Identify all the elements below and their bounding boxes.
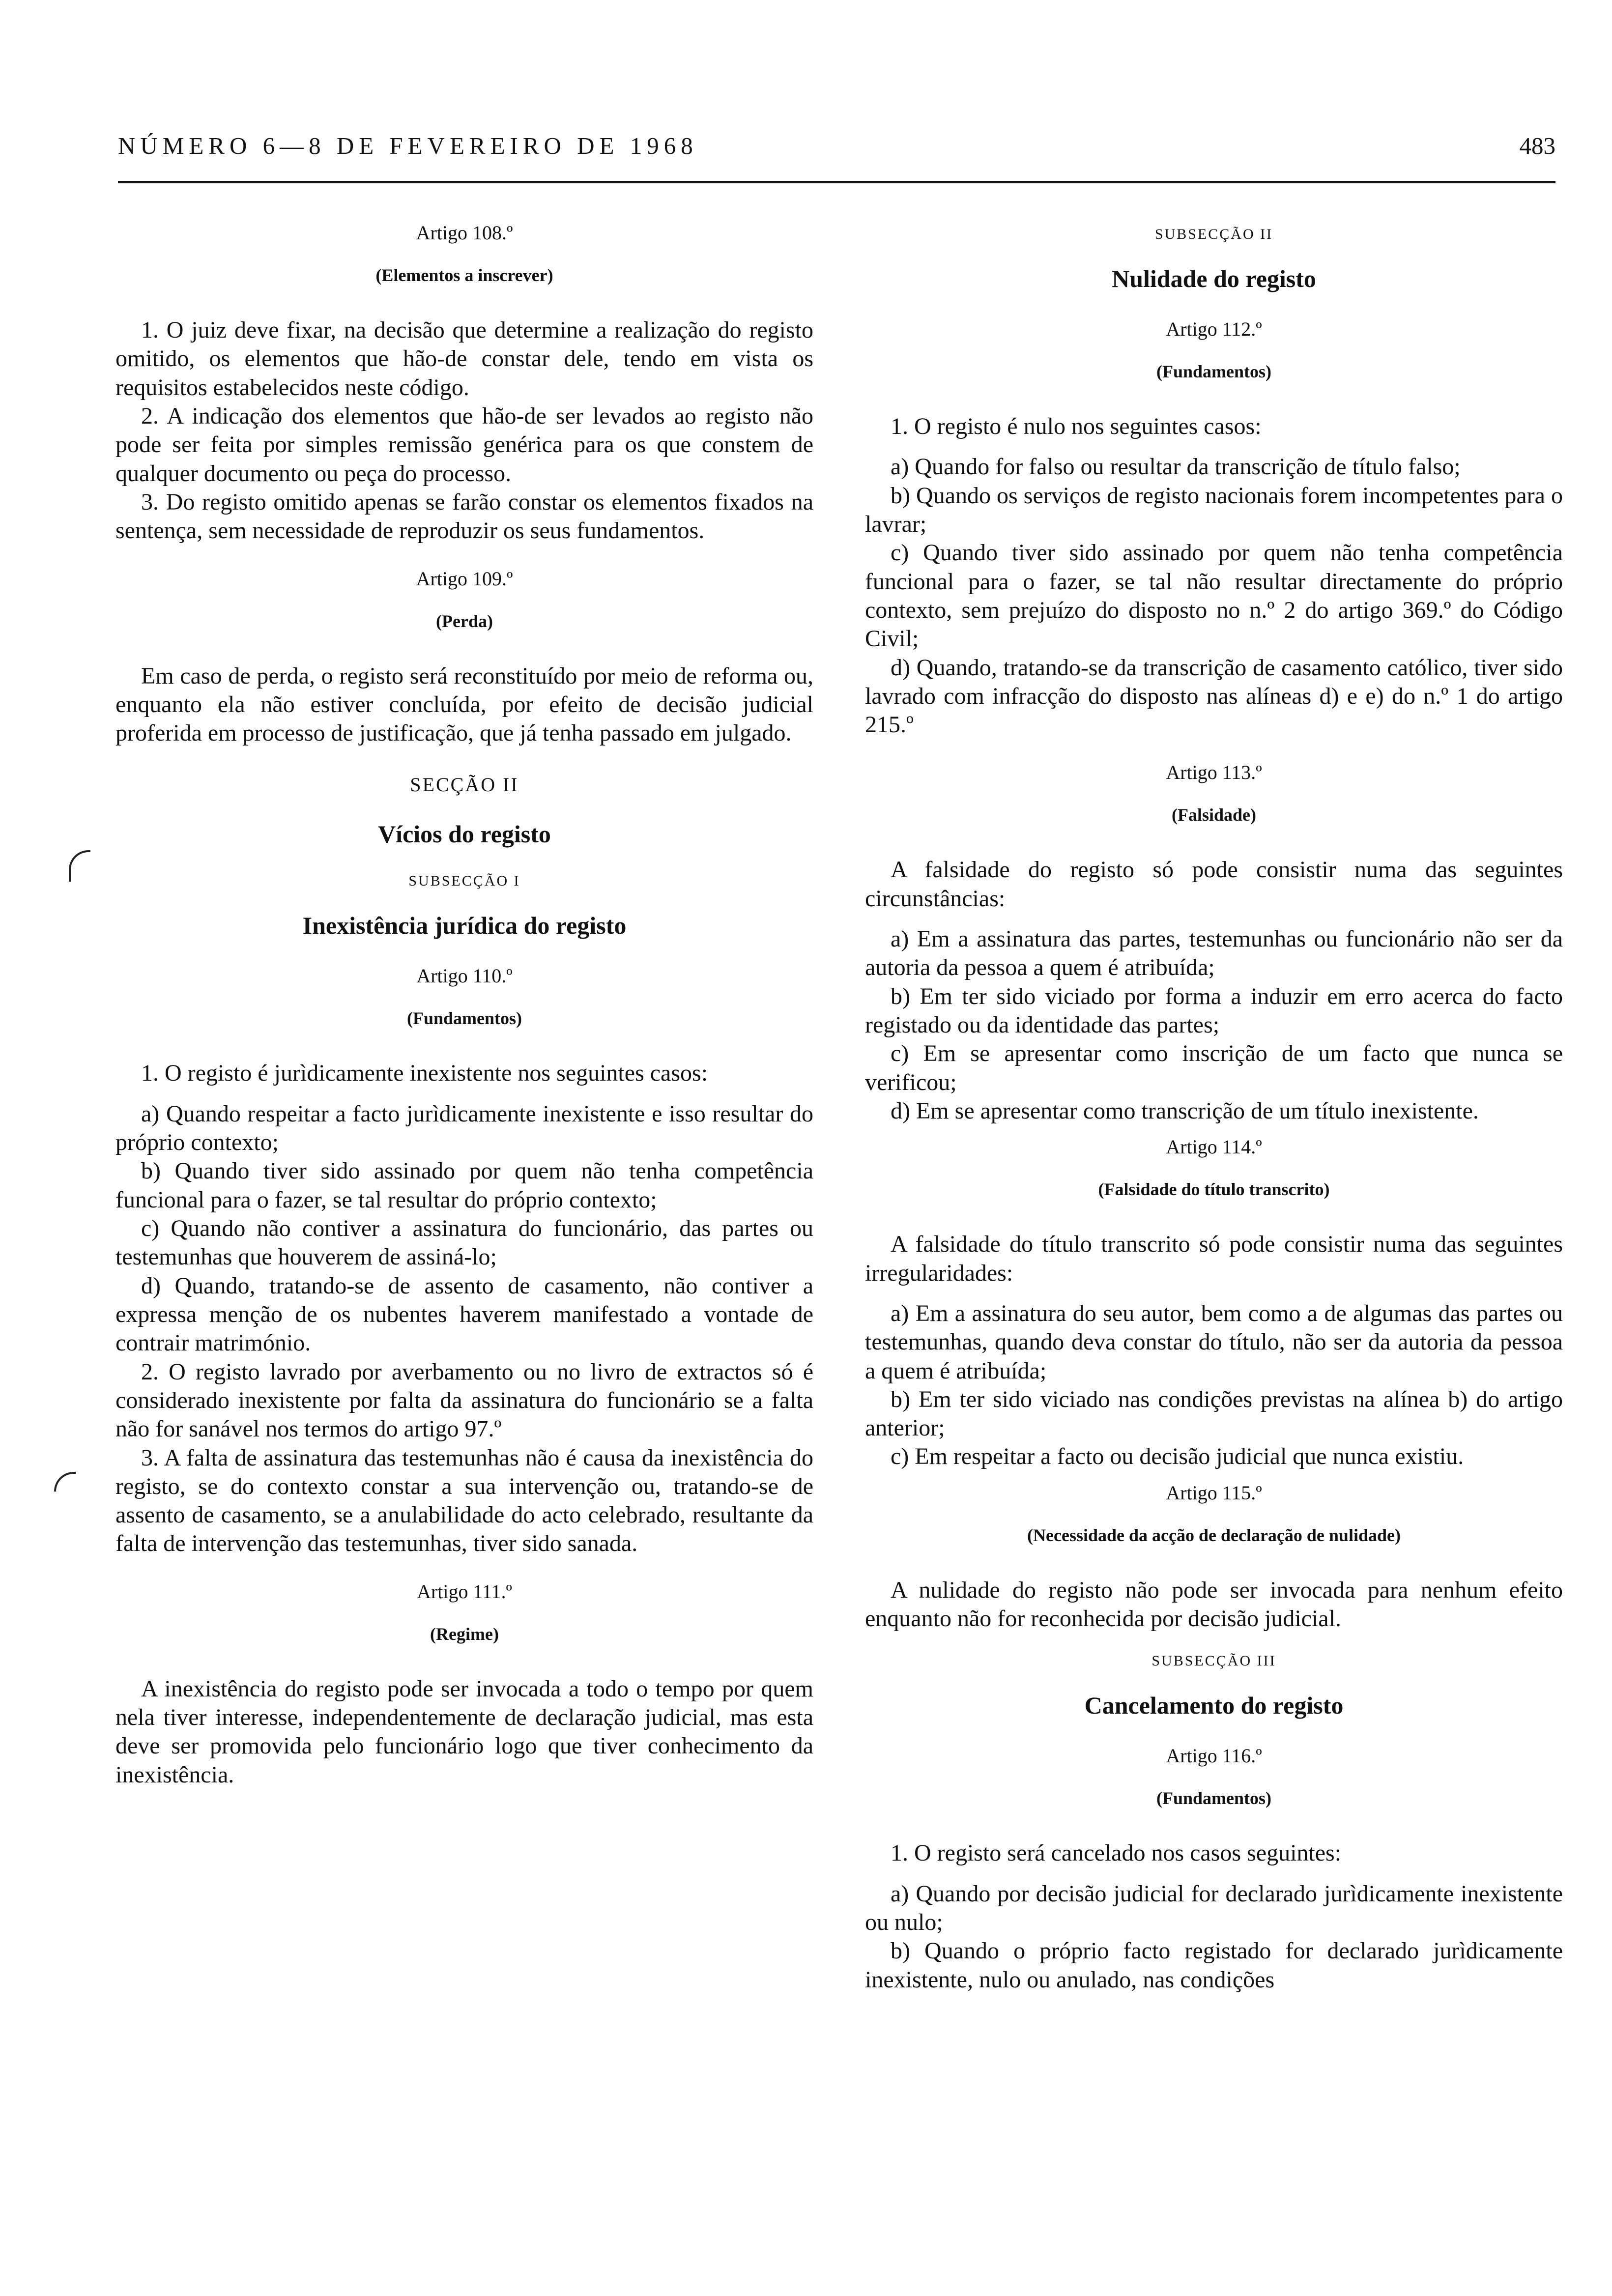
article-number: Artigo 113.º [1166,761,1262,784]
paragraph: A nulidade do registo não pode ser invocada para nenhum efeito enquanto não for reconhecida por decisão judicial. [865,1577,1563,1632]
list-item: b) Quando tiver sido assinado por quem não tenha competência funcional para o fazer, se tal resultar do próprio contexto; [115,1158,813,1213]
article-subtitle: (Falsidade) [1171,805,1256,825]
paragraph: A falsidade do registo só pode consistir numa das seguintes circunstâncias: [865,857,1563,912]
header-title: NÚMERO 6—8 DE FEVEREIRO DE 1968 [118,132,698,159]
list-item: b) Quando os serviços de registo nacionais forem incompetentes para o lavrar; [865,482,1563,537]
paragraph: 2. O registo lavrado por averbamento ou no livro de extractos só é considerado inexistente por falta da assinatura do funcionário se a falta não for sanável nos termos do artigo 97.º [115,1358,813,1442]
list-item: c) Em se apresentar como inscrição de um facto que nunca se verificou; [865,1040,1563,1095]
section-title: Vícios do registo [378,820,551,848]
article-subtitle: (Fundamentos) [406,1008,522,1029]
subsection-title: Cancelamento do registo [1084,1692,1344,1720]
article-number: Artigo 112.º [1166,318,1262,340]
list-item: c) Quando tiver sido assinado por quem não tenha competência funcional para o fazer, se tal não resultar directamente do próprio contexto, sem prejuízo do disposto no n.º 2 do artigo 369.º do Código Civil; [865,540,1563,652]
paragraph: 1. O juiz deve fixar, na decisão que determine a realização do registo omitido, os elementos que hão-de constar dele, tendo em vista os requisitos estabelecidos neste código. [115,317,813,401]
list-item: a) Quando respeitar a facto jurìdicamente inexistente e isso resultar do próprio contexto; [115,1100,813,1156]
paragraph: A inexistência do registo pode ser invocada a todo o tempo por quem nela tiver interesse, independentemente de declaração judicial, mas esta deve ser promovida pelo funcionário logo que tiver conhecimento da inexistência. [115,1675,813,1788]
list-item: a) Em a assinatura do seu autor, bem como a de algumas das partes ou testemunhas, quando deva constar do título, não ser da autoria da pessoa a quem é atribuída; [865,1300,1563,1384]
paragraph: 2. A indicação dos elementos que hão-de ser levados ao registo não pode ser feita por simples remissão genérica para os que constem de qualquer documento ou peça do processo. [115,402,813,487]
article-number: Artigo 115.º [1166,1481,1262,1504]
paragraph: 1. O registo é nulo nos seguintes casos: [891,413,1262,439]
article-number: Artigo 114.º [1166,1136,1262,1158]
article-subtitle: (Regime) [430,1624,499,1644]
section-label: SECÇÃO II [410,774,519,796]
subsection-title: Inexistência jurídica do registo [302,912,627,940]
page-header [118,132,1555,167]
list-item: b) Em ter sido viciado nas condições previstas na alínea b) do artigo anterior; [865,1386,1563,1441]
article-number: Artigo 116.º [1166,1745,1262,1767]
paragraph: 3. Do registo omitido apenas se farão constar os elementos fixados na sentença, sem necessidade de reproduzir os seus fundamentos. [115,488,813,544]
list-item: c) Quando não contiver a assinatura do funcionário, das partes ou testemunhas que houverem de assiná-lo; [115,1215,813,1270]
paragraph: A falsidade do título transcrito só pode consistir numa das seguintes irregularidades: [865,1231,1563,1286]
page-number: 483 [1519,132,1555,159]
margin-mark [69,850,90,882]
article-number: Artigo 111.º [417,1580,512,1603]
list-item: a) Quando for falso ou resultar da transcrição de título falso; [891,454,1461,480]
margin-mark [54,1472,76,1492]
subsection-label: SUBSECÇÃO III [1151,1653,1276,1669]
list-item: d) Quando, tratando-se da transcrição de casamento católico, tiver sido lavrado com infracção do disposto nas alíneas d) e e) do n.º 1 do artigo 215.º [865,654,1563,738]
article-subtitle: (Perda) [436,611,493,631]
list-item: c) Em respeitar a facto ou decisão judicial que nunca existiu. [891,1443,1464,1470]
header-rule [118,181,1555,183]
article-number: Artigo 109.º [416,567,513,590]
subsection-label: SUBSECÇÃO I [408,873,520,890]
article-subtitle: (Elementos a inscrever) [375,265,553,285]
article-subtitle: (Fundamentos) [1156,1788,1272,1808]
list-item: a) Quando por decisão judicial for declarado jurìdicamente inexistente ou nulo; [865,1880,1563,1935]
list-item: b) Em ter sido viciado por forma a induzir em erro acerca do facto registado ou da identidade das partes; [865,983,1563,1038]
list-item: d) Em se apresentar como transcrição de um título inexistente. [891,1097,1479,1124]
subsection-title: Nulidade do registo [1112,265,1316,292]
paragraph: Em caso de perda, o registo será reconstituído por meio de reforma ou, enquanto ela não estiver concluída, por efeito de decisão judicial proferida em processo de justificação, que já tenha passado em julgado. [115,662,813,746]
list-item: d) Quando, tratando-se de assento de casamento, não contiver a expressa menção de os nubentes haverem manifestado a vontade de contrair matrimónio. [115,1272,813,1356]
paragraph: 3. A falta de assinatura das testemunhas não é causa da inexistência do registo, se do contexto constar a sua intervenção ou, tratando-se de assento de casamento, se a anulabilidade do acto celebrado, resultante da falta de intervenção das testemunhas, tiver sido sanada. [115,1444,813,1557]
subsection-label: SUBSECÇÃO II [1154,226,1273,242]
paragraph: 1. O registo será cancelado nos casos seguintes: [891,1840,1342,1866]
article-subtitle: (Fundamentos) [1156,362,1272,381]
paragraph: 1. O registo é jurìdicamente inexistente nos seguintes casos: [141,1060,708,1087]
article-number: Artigo 108.º [416,222,513,244]
list-item: b) Quando o próprio facto registado for declarado jurìdicamente inexistente, nulo ou anulado, nas condições [865,1938,1563,1993]
right-column [865,221,1563,1994]
article-subtitle: (Falsidade do título transcrito) [1098,1179,1330,1200]
list-item: a) Em a assinatura das partes, testemunhas ou funcionário não ser da autoria da pessoa a quem é atribuída; [865,926,1563,981]
article-number: Artigo 110.º [416,965,513,987]
article-subtitle: (Necessidade da acção de declaração de nulidade) [1027,1525,1401,1545]
left-column [115,221,813,1789]
